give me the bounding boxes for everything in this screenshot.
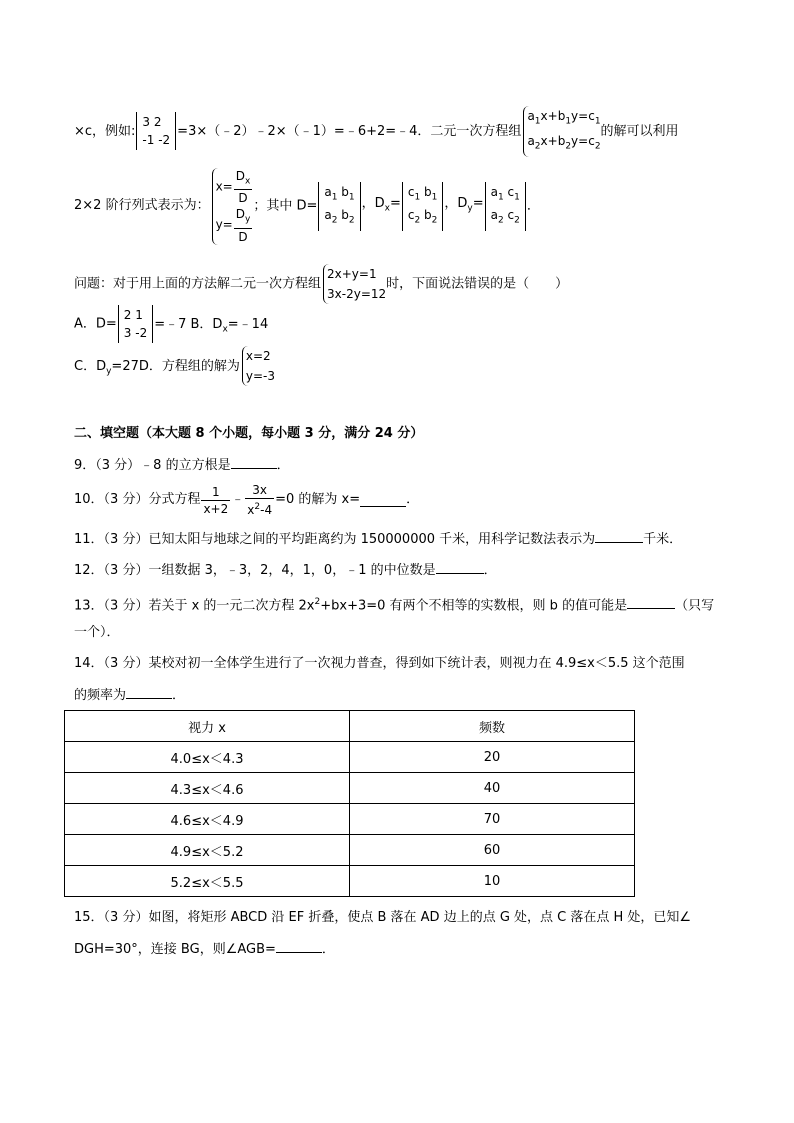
column-header-frequency: 频数 (350, 711, 635, 742)
det-intro: 2×2 阶行列式表示为： (74, 198, 210, 214)
det-dy: $a_1$ $c_1$ $a_2$ $c_2$ (485, 182, 526, 231)
problem-stem: 问题：对于用上面的方法解二元一次方程组 2x+y=1 3x-2y=12 时，下面说法错误的是（ ） (74, 264, 568, 304)
table-header-row (65, 711, 635, 742)
answer-blank (436, 561, 484, 574)
question-14: 14．（3 分）某校对初一全体学生进行了一次视力普查，得到如下统计表，则视力在 4.9≤x＜5.5 这个范围 (74, 656, 685, 671)
option-b: =﹣7 B．$D_x=﹣14$ (154, 316, 269, 335)
fraction-1: $\frac{1}{x+2}$ (203, 484, 229, 516)
table-row: 4.9≤x＜5.2 60 (65, 835, 635, 866)
column-header-vision: 视力 x (65, 711, 350, 742)
answer-blank (360, 494, 406, 507)
det-d: $a_1$ $b_1$ $a_2$ $b_2$ (318, 182, 360, 231)
answer-blank (595, 530, 643, 543)
option-a-determinant: 2 1 3 -2 (118, 305, 153, 343)
fraction-2: $\frac{3x}{x^2-4}$ (247, 483, 273, 517)
dy-label: ，$D_y=$ (444, 196, 484, 214)
section-heading: 二、填空题（本大题 8 个小题，每小题 3 分，满分 24 分） (74, 426, 424, 441)
example-calc: =3×（﹣2）﹣2×（﹣1）=﹣6+2=﹣4．二元一次方程组 (177, 123, 522, 139)
general-system: $a_1x+b_1y=c_1$ $a_2x+b_2y=c_2$ (523, 106, 600, 157)
table-row: 4.3≤x＜4.6 40 (65, 773, 635, 804)
answer-blank (276, 940, 322, 953)
question-13: 13．（3 分）若关于 x 的一元二次方程 $2x^2+bx+3=0$ 有两个不相等的实数根，则 b 的值可能是 （只写 (74, 597, 715, 614)
intro-prefix: ×c，例如: (74, 123, 136, 139)
option-c: C．$D_y=27D$．方程组的解为 (74, 358, 240, 377)
intro-line-1 (74, 106, 679, 157)
intro-line-2: 2×2 阶行列式表示为： x= $\frac{D_x}{D}$ y= $\frac{D_y}{D}$ ；其中 D= $a_1$ $b_1$ $a_2$ $b_2$ ，$D_x=$ $c_1$ $b_1$ $c_2$ $b_2$ ，$D_y=$ $a_1$ $c_1$ $a_2$ $c_2$ ． (74, 169, 540, 244)
problem-system: 2x+y=1 3x-2y=12 (323, 264, 386, 304)
answer-blank (126, 686, 172, 699)
table-row: 5.2≤x＜5.5 10 (65, 866, 635, 897)
options-a-b (74, 305, 268, 343)
table-row: 4.6≤x＜4.9 70 (65, 804, 635, 835)
option-d-system: x=2 y=-3 (242, 346, 275, 386)
option-a-label: A．D= (74, 316, 117, 332)
question-14-cont: 的频率为 ． (74, 688, 186, 703)
options-c-d (74, 346, 275, 386)
dx-label: ，$D_x=$ (361, 196, 401, 214)
question-11: 11．（3 分）已知太阳与地球之间的平均距离约为 150000000 千米，用科学记数法表示为 千米． (74, 532, 683, 547)
table-row: 4.0≤x＜4.3 20 (65, 742, 635, 773)
example-determinant: 3 2 -1 -2 (136, 112, 176, 150)
vision-frequency-table (64, 710, 635, 897)
question-10: 10．（3 分）分式方程 $\frac{1}{x+2}$ ﹣ $\frac{3x}{x^2-4}$ =0 的解为 x= ． (74, 483, 420, 517)
answer-blank (231, 456, 277, 469)
question-13-cont: 一个）． (74, 625, 120, 640)
answer-blank (627, 596, 675, 609)
question-15: 15．（3 分）如图，将矩形 ABCD 沿 EF 折叠，使点 B 落在 AD 边上的点 G 处，点 C 落在点 H 处，已知∠ (74, 910, 692, 925)
det-definition-label: ；其中 D= (253, 198, 318, 214)
det-dx: $c_1$ $b_1$ $c_2$ $b_2$ (402, 182, 444, 231)
cramer-solution: x= $\frac{D_x}{D}$ y= $\frac{D_y}{D}$ (212, 168, 254, 245)
question-15-cont: DGH=30°，连接 BG，则∠AGB= ． (74, 942, 335, 957)
intro-suffix: 的解可以利用 (600, 123, 679, 139)
question-9: 9．（3 分）﹣8 的立方根是 ． (74, 458, 290, 473)
question-12: 12．（3 分）一组数据 3，﹣3，2，4，1，0，﹣1 的中位数是 ． (74, 563, 497, 578)
